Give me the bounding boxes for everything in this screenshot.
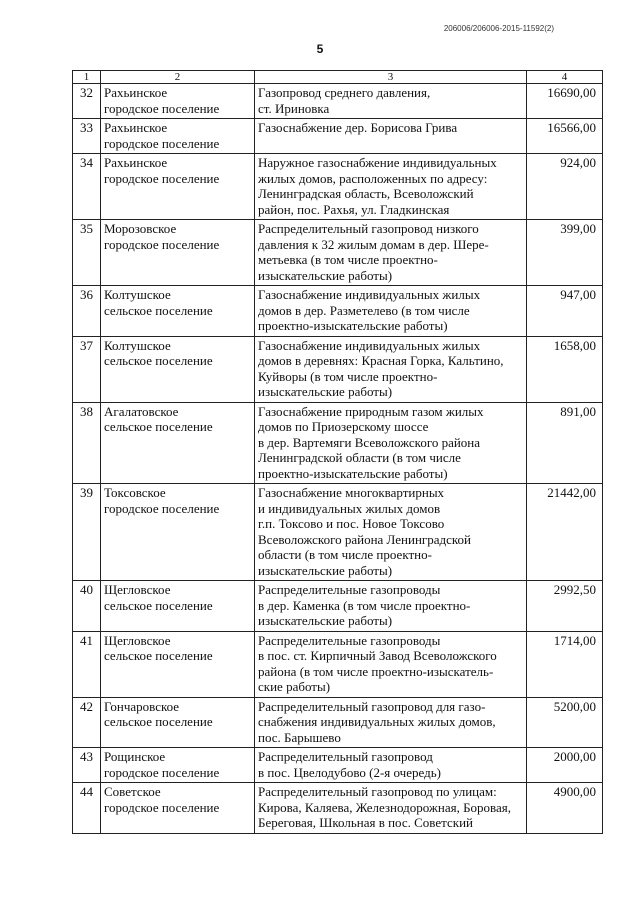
row-number: 41: [73, 631, 101, 697]
amount-cell: 1658,00: [527, 336, 603, 402]
settlement-cell: Морозовское городское поселение: [101, 220, 255, 286]
table-row: [73, 748, 603, 783]
row-number: 35: [73, 220, 101, 286]
table-row: [73, 220, 603, 286]
row-number: 38: [73, 402, 101, 484]
object-cell: Газоснабжение дер. Борисова Грива: [255, 119, 527, 154]
object-cell: Распределительный газопровод в пос. Цвелодубово (2-я очередь): [255, 748, 527, 783]
settlement-cell: Рахьинское городское поселение: [101, 154, 255, 220]
table-row: [73, 631, 603, 697]
table-header-row: [73, 71, 603, 84]
table-row: [73, 336, 603, 402]
row-number: 43: [73, 748, 101, 783]
object-cell: Распределительный газопровод по улицам: Кирова, Каляева, Железнодорожная, Боровая, Береговая, Школьная в пос. Советский: [255, 783, 527, 834]
amount-cell: 16566,00: [527, 119, 603, 154]
settlement-cell: Рахьинское городское поселение: [101, 119, 255, 154]
object-cell: Наружное газоснабжение индивидуальных жилых домов, расположенных по адресу: Ленинградская область, Всеволожский район, пос. Рахья, ул. Гладкинская: [255, 154, 527, 220]
amount-cell: 16690,00: [527, 84, 603, 119]
amount-cell: 4900,00: [527, 783, 603, 834]
table-row: [73, 119, 603, 154]
table-row: [73, 402, 603, 484]
amount-cell: 2000,00: [527, 748, 603, 783]
row-number: 33: [73, 119, 101, 154]
object-cell: Распределительные газопроводы в пос. ст. Кирпичный Завод Всеволожского района (в том числе проектно-изыскатель- ские работы): [255, 631, 527, 697]
amount-cell: 399,00: [527, 220, 603, 286]
settlement-cell: Колтушское сельское поселение: [101, 336, 255, 402]
column-header: 3: [255, 71, 527, 84]
object-cell: Газоснабжение природным газом жилых домов по Приозерскому шоссе в дер. Вартемяги Всеволожского района Ленинградской области (в том числе проектно-изыскательские работы): [255, 402, 527, 484]
object-cell: Распределительные газопроводы в дер. Каменка (в том числе проектно- изыскательские работы): [255, 581, 527, 632]
object-cell: Газоснабжение многоквартирных и индивидуальных жилых домов г.п. Токсово и пос. Новое Токсово Всеволожского района Ленинградской области (в том числе проектно- изыскательские работы): [255, 484, 527, 581]
row-number: 37: [73, 336, 101, 402]
settlement-cell: Советское городское поселение: [101, 783, 255, 834]
row-number: 44: [73, 783, 101, 834]
settlement-cell: Агалатовское сельское поселение: [101, 402, 255, 484]
table-row: [73, 783, 603, 834]
row-number: 34: [73, 154, 101, 220]
object-cell: Газоснабжение индивидуальных жилых домов в деревнях: Красная Горка, Кальтино, Куйворы (в том числе проектно- изыскательские работы): [255, 336, 527, 402]
row-number: 42: [73, 697, 101, 748]
amount-cell: 2992,50: [527, 581, 603, 632]
column-header: 2: [101, 71, 255, 84]
table-row: [73, 484, 603, 581]
amount-cell: 924,00: [527, 154, 603, 220]
table-row: [73, 286, 603, 337]
row-number: 36: [73, 286, 101, 337]
amount-cell: 21442,00: [527, 484, 603, 581]
settlement-cell: Щегловское сельское поселение: [101, 631, 255, 697]
amount-cell: 891,00: [527, 402, 603, 484]
object-cell: Газоснабжение индивидуальных жилых домов в дер. Разметелево (в том числе проектно-изыскательские работы): [255, 286, 527, 337]
amount-cell: 1714,00: [527, 631, 603, 697]
document-id: 206006/206006-2015-11592(2): [443, 24, 554, 33]
table-row: [73, 697, 603, 748]
gas-supply-table: [72, 70, 603, 834]
settlement-cell: Рахьинское городское поселение: [101, 84, 255, 119]
settlement-cell: Рощинское городское поселение: [101, 748, 255, 783]
object-cell: Распределительный газопровод для газо- снабжения индивидуальных жилых домов, пос. Барышево: [255, 697, 527, 748]
table-row: [73, 84, 603, 119]
amount-cell: 5200,00: [527, 697, 603, 748]
table-row: [73, 581, 603, 632]
object-cell: Распределительный газопровод низкого давления к 32 жилым домам в дер. Шере- метьевка (в том числе проектно- изыскательские работы): [255, 220, 527, 286]
settlement-cell: Колтушское сельское поселение: [101, 286, 255, 337]
row-number: 40: [73, 581, 101, 632]
row-number: 39: [73, 484, 101, 581]
column-header: 1: [73, 71, 101, 84]
settlement-cell: Щегловское сельское поселение: [101, 581, 255, 632]
settlement-cell: Гончаровское сельское поселение: [101, 697, 255, 748]
table-body: [73, 84, 603, 834]
settlement-cell: Токсовское городское поселение: [101, 484, 255, 581]
table-row: [73, 154, 603, 220]
object-cell: Газопровод среднего давления, ст. Ириновка: [255, 84, 527, 119]
page-number: 5: [316, 42, 324, 56]
row-number: 32: [73, 84, 101, 119]
column-header: 4: [527, 71, 603, 84]
amount-cell: 947,00: [527, 286, 603, 337]
